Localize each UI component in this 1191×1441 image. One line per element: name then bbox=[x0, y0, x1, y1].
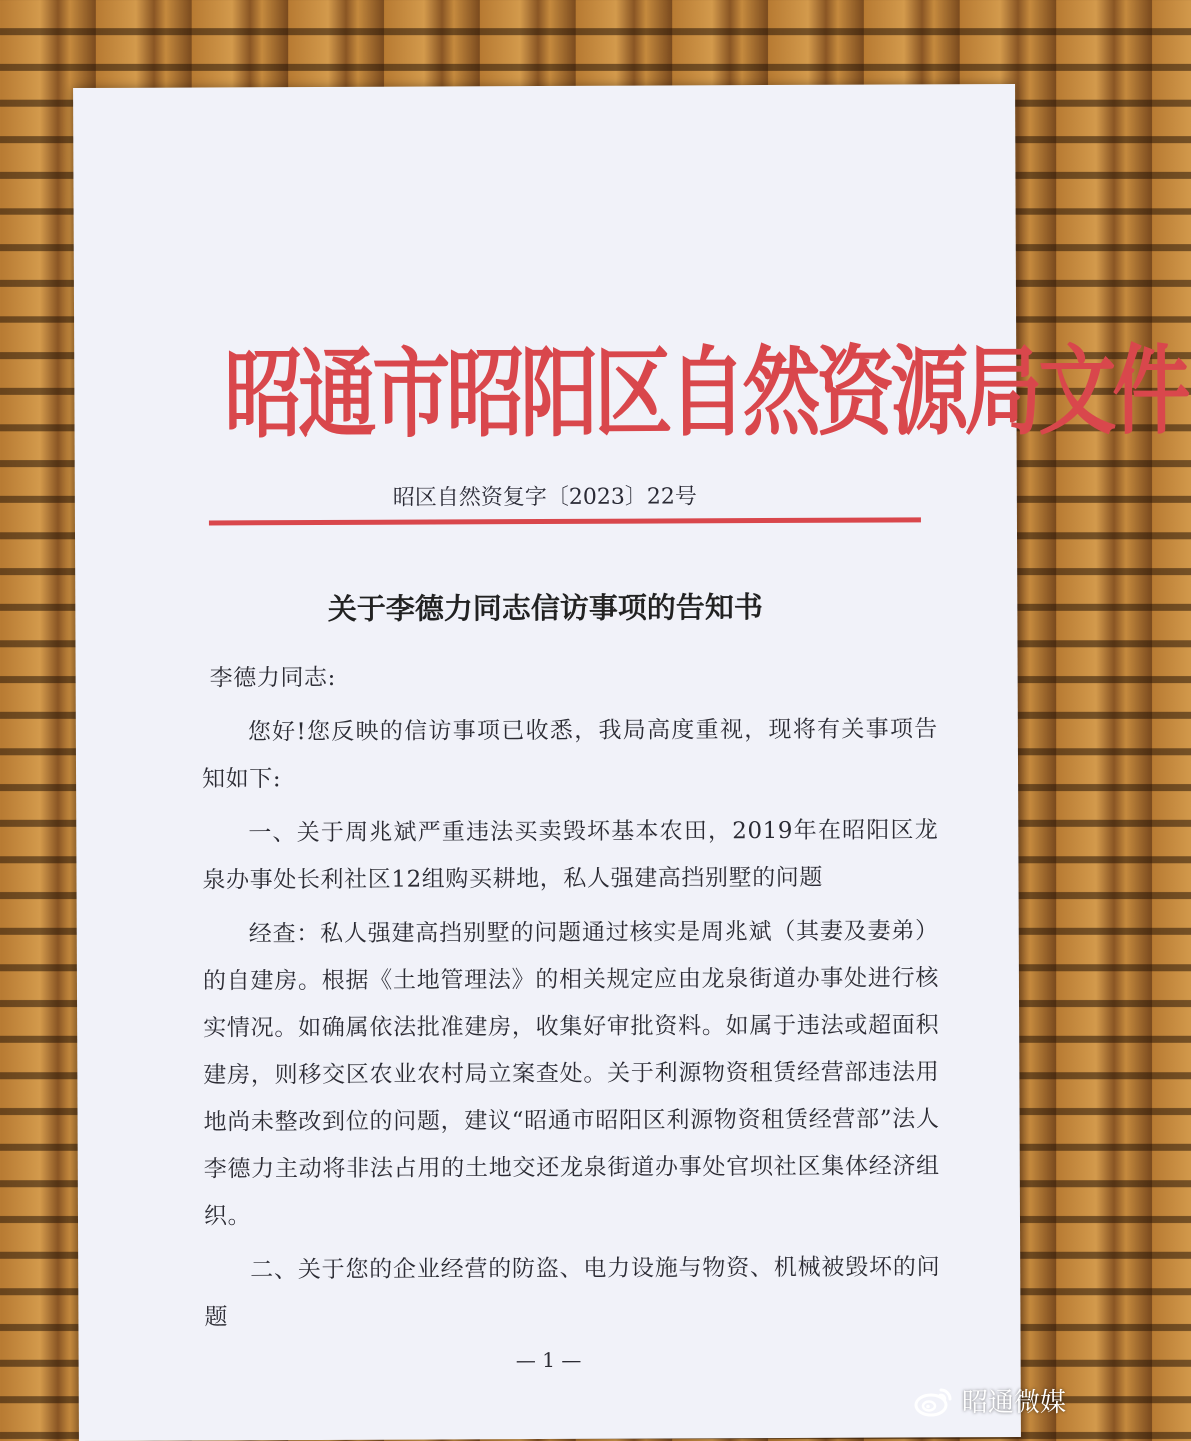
document-body bbox=[202, 652, 941, 1341]
issuing-authority-header: 昭通市昭阳区自然资源局文件 bbox=[224, 335, 1187, 453]
paragraph-findings: 经查：私人强建高挡别墅的问题通过核实是周兆斌（其妻及妻弟）的自建房。根据《土地管理法》的相关规定应由龙泉街道办事处进行核实情况。如确属依法批准建房，收集好审批资料。如属于违法或超面积建房，则移交区农业农村局立案查处。关于利源物资租赁经营部违法用地尚未整改到位的问题，建议“昭通市昭阳区利源物资租赁经营部”法人李德力主动将非法占用的土地交还龙泉街道办事处官坝社区集体经济组织。 bbox=[202, 918, 940, 1230]
document-page bbox=[73, 84, 1187, 1441]
document-number: 昭区自然资复字〔2023〕22号 bbox=[392, 484, 697, 511]
notice-title: 关于李德力同志信访事项的告知书 bbox=[327, 590, 763, 626]
watermark bbox=[914, 1382, 1066, 1419]
weibo-icon bbox=[914, 1384, 954, 1418]
red-divider-line bbox=[209, 517, 921, 525]
salutation: 李德力同志: bbox=[209, 664, 337, 692]
paragraph-item-one: 一、关于周兆斌严重违法买卖毁坏基本农田，2019年在昭阳区龙泉办事处长利社区12组购买耕地，私人强建高挡别墅的问题 bbox=[202, 817, 939, 894]
page-number: — 1 — bbox=[515, 1347, 582, 1373]
paragraph-greeting: 您好!您反映的信访事项已收悉，我局高度重视，现将有关事项告知如下: bbox=[202, 716, 938, 793]
paragraph-item-two: 二、关于您的企业经营的防盗、电力设施与物资、机械被毁坏的问题 bbox=[204, 1254, 941, 1331]
watermark-text: 昭通微媒 bbox=[961, 1388, 1066, 1418]
